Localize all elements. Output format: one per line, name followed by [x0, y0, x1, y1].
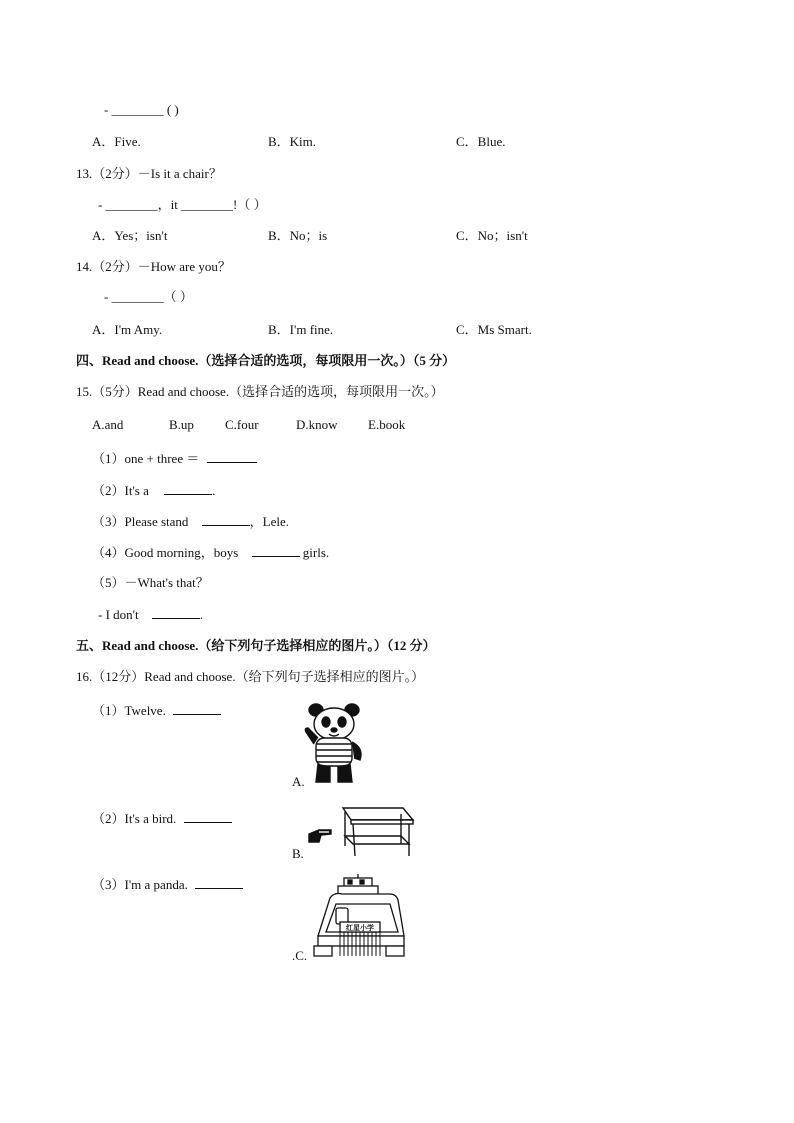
q13-answer-line: - ________，it ________!（ ） — [98, 197, 267, 212]
q15-item-2: （2）It's a . — [92, 483, 216, 498]
q13-option-b: B．No；is — [268, 228, 328, 243]
q16-item-3: （3）I'm a panda. — [92, 876, 243, 893]
answer-blank — [207, 450, 257, 463]
answer-blank — [173, 702, 221, 715]
q16-item-1: （1）Twelve. — [92, 702, 221, 719]
answer-blank — [252, 544, 300, 557]
q12-answer-line: - ________ ( ) — [104, 102, 179, 117]
q14-stem: 14.（2分）－How are you？ — [76, 259, 231, 274]
q15-item-4: （4）Good morning，boys girls. — [92, 545, 330, 560]
q13-option-a: A．Yes；isn't — [92, 228, 168, 243]
q12-option-c: C．Blue. — [456, 134, 506, 149]
q15-choice-e: E.book — [368, 417, 406, 432]
answer-blank — [195, 876, 243, 889]
q15-choice-c: C.four — [225, 417, 259, 432]
q15-item-1: （1）one + three ＝ — [92, 450, 257, 467]
picture-label-a: A. — [292, 774, 305, 789]
q14-option-a: A．I'm Amy. — [92, 322, 163, 337]
section-5-heading: 五、Read and choose.（给下列句子选择相应的图片。）（12 分） — [76, 638, 436, 653]
q13-option-c: C．No；isn't — [456, 228, 528, 243]
q16-stem: 16.（12分）Read and choose.（给下列句子选择相应的图片。） — [76, 669, 425, 684]
picture-label-b: B. — [292, 846, 304, 861]
q12-option-b: B．Kim. — [268, 134, 317, 149]
school-sign-text: 红星小学 — [346, 924, 374, 932]
q15-stem: 15.（5分）Read and choose.（选择合适的选项，每项限用一次。） — [76, 384, 444, 399]
answer-blank — [184, 810, 232, 823]
panda-picture — [300, 702, 372, 786]
q15-choice-b: B.up — [169, 417, 194, 432]
q14-option-b: B．I'm fine. — [268, 322, 334, 337]
q15-item-5: （5）－What's that？ — [92, 575, 209, 590]
answer-blank — [164, 482, 212, 495]
q14-answer-line: - ________（ ） — [104, 289, 193, 304]
q16-item-2: （2）It's a bird. — [92, 810, 232, 827]
school-picture — [310, 874, 410, 960]
section-4-heading: 四、Read and choose.（选择合适的选项，每项限用一次。）（5 分） — [76, 353, 456, 368]
q15-item-3: （3）Please stand ，Lele. — [92, 514, 289, 529]
q12-option-a: A．Five. — [92, 134, 141, 149]
q15-choice-a: A.and — [92, 417, 124, 432]
table-picture — [305, 804, 417, 860]
q15-choice-d: D.know — [296, 417, 338, 432]
answer-blank — [202, 513, 250, 526]
answer-blank — [152, 606, 200, 619]
q15-item-5-answer: - I don't . — [98, 607, 204, 622]
q14-option-c: C．Ms Smart. — [456, 322, 532, 337]
picture-label-c: .C. — [292, 948, 308, 963]
q13-stem: 13.（2分）－Is it a chair？ — [76, 166, 222, 181]
